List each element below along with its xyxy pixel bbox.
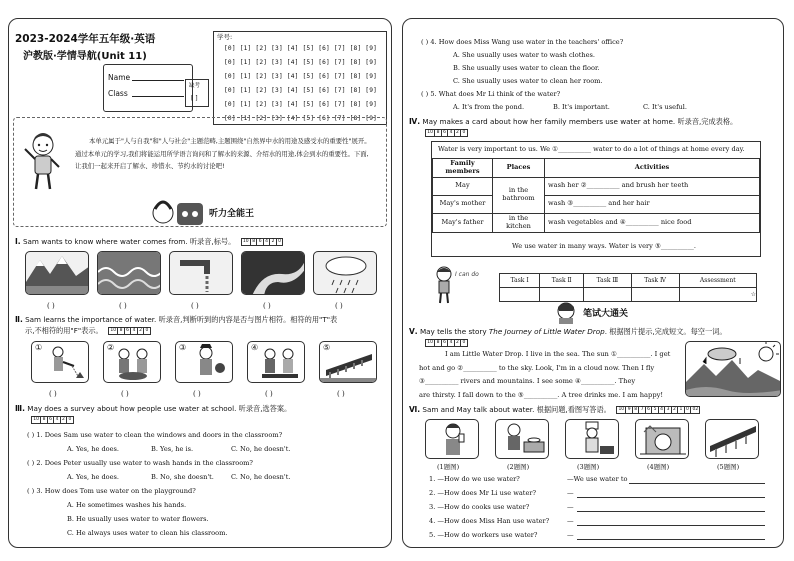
listening-logo-icon	[151, 197, 205, 231]
listening-banner: 听力全能王	[209, 209, 255, 219]
score-boxes	[425, 339, 468, 347]
score-cell[interactable]: 0	[145, 328, 149, 333]
name-field[interactable]	[132, 73, 184, 81]
answer-blank[interactable]: ( )	[421, 38, 429, 46]
answer-prefix: —	[567, 489, 574, 497]
answer-blank[interactable]: ( )	[49, 390, 57, 398]
boy-mascot-icon	[21, 131, 65, 195]
table-cell: May	[433, 177, 493, 195]
score-cell[interactable]: 0	[685, 407, 691, 413]
absent-box	[185, 79, 209, 107]
question-number: 2.	[36, 459, 43, 467]
task-header: Task Ⅰ	[500, 274, 540, 288]
option-c[interactable]: C. No, he doesn't.	[231, 473, 291, 481]
section-instruction: Sam wants to know where water comes from. 听录音,标号。	[22, 237, 236, 246]
picture-label: ②	[107, 343, 115, 352]
table-header: Activities	[545, 159, 760, 178]
passage-line[interactable]: are thirsty. I fall down to the ⑤__________. A tree drinks me. I am happy!	[419, 390, 664, 399]
class-label: Class	[108, 89, 128, 98]
option-b[interactable]: B. She usually uses water to clean the floor.	[453, 64, 600, 72]
score-boxes	[108, 327, 151, 335]
section-2-heading	[15, 315, 337, 325]
table-cell: in the bathroom	[493, 177, 545, 213]
left-page	[8, 18, 392, 548]
section-3-heading	[15, 404, 291, 414]
section-number: Ⅵ.	[409, 405, 421, 414]
option-a[interactable]: A. It's from the pond.	[453, 103, 525, 111]
picture-river	[241, 251, 305, 295]
option-c[interactable]: C. He always uses water to clean his classroom.	[67, 529, 228, 537]
score-cell[interactable]: 0	[462, 130, 466, 135]
question-number: 3.	[36, 487, 43, 495]
question-text: Does Peter usually use water to wash hands in the classroom?	[44, 459, 253, 467]
section-5-heading	[409, 327, 727, 337]
option-a[interactable]: A. Yes, he does.	[67, 445, 120, 453]
question-1	[27, 432, 282, 440]
table-header: Places	[493, 159, 545, 178]
answer-prefix: —	[567, 531, 574, 539]
name-label: Name	[108, 73, 131, 82]
score-cell[interactable]: 8	[633, 407, 639, 413]
score-cell[interactable]: 2	[61, 417, 67, 423]
option-c[interactable]: C. No, he doesn't.	[231, 445, 291, 453]
answer-line[interactable]	[577, 497, 765, 498]
picture-caption: (3题图)	[577, 463, 600, 471]
option-b[interactable]: B. Yes, he is.	[151, 445, 194, 453]
answer-line[interactable]	[629, 483, 765, 484]
section-6-heading	[409, 405, 700, 415]
picture-sea	[97, 251, 161, 295]
option-a[interactable]: A. Yes, he does.	[67, 473, 120, 481]
score-cell[interactable]: 8	[435, 130, 441, 136]
score-cell[interactable]: 10	[617, 407, 626, 413]
question-text: 3. —How do cooks use water?	[429, 503, 530, 511]
answer-blank[interactable]: ( )	[337, 390, 345, 398]
id-row: [0] [1] [2] [3] [4] [5] [6] [7] [8] [9]	[224, 59, 378, 66]
section-instruction: Sam and May talk about water. 根据问题,看图写答语。	[422, 405, 611, 414]
answer-prefix: —We use water to	[567, 475, 628, 483]
card-outro: We use water in many ways. Water is very ⑤__________.	[512, 242, 696, 250]
picture-q3-cook	[565, 419, 619, 459]
id-row: [0] [1] [2] [3] [4] [5] [6] [7] [8] [9]	[224, 45, 378, 52]
score-cell[interactable]: 1	[678, 407, 684, 413]
passage-line[interactable]: I am Little Water Drop. I live in the sea. The sun ①__________. I get	[445, 350, 671, 358]
intro-text: 本单元属于"人与自我"和"人与社会"主题范畴,主题围绕"自然界中水的用途及感受水的重要性"展开。通过本单元的学习,我们将能运用所学语言询问和了解水的来源、介绍水的用途,体会到水的重要性。下面,让我们一起来开启了解水、珍惜水、节约水的讨论吧!	[75, 137, 371, 170]
question-text: What does Mr Li think of the water?	[438, 90, 561, 98]
picture-caption: (2题图)	[507, 463, 530, 471]
score-cell[interactable]: 10	[109, 328, 118, 334]
score-cell[interactable]: 2	[455, 130, 461, 136]
task-cell[interactable]	[584, 288, 631, 302]
section-number: Ⅰ.	[15, 237, 21, 246]
score-cell[interactable]: 0	[462, 340, 466, 345]
task-header: Task Ⅳ	[631, 274, 679, 288]
answer-prefix: —	[567, 517, 574, 525]
student-id-box	[213, 31, 387, 125]
answer-blank[interactable]: ( )	[27, 487, 35, 495]
picture-3-hands	[175, 341, 233, 383]
answer-prefix: —	[567, 503, 574, 511]
section-instruction: May tells the story	[419, 327, 489, 336]
section-1-heading	[15, 237, 283, 247]
question-5	[421, 91, 560, 99]
table-cell: in the kitchen	[493, 213, 545, 232]
question-text: How does Tom use water on the playground?	[44, 487, 196, 495]
answer-blank[interactable]: ( )	[27, 431, 35, 439]
table-cell[interactable]: wash ③__________ and her hair	[545, 195, 760, 213]
score-cell[interactable]: 7	[639, 407, 645, 413]
score-boxes	[616, 406, 700, 414]
picture-label: ①	[35, 343, 43, 352]
name-class-box	[103, 64, 193, 112]
score-cell[interactable]: 4	[131, 328, 137, 334]
water-cycle-picture	[685, 341, 781, 397]
picture-4-cooking	[247, 341, 305, 383]
question-text: 5. —How do workers use water?	[429, 531, 538, 539]
answer-blank[interactable]: ( )	[119, 302, 127, 310]
score-cell[interactable]: 6	[646, 407, 652, 413]
section-instruction: . 根据图片提示,完成短文。每空一词。	[604, 327, 727, 336]
id-row: [0] [1] [2] [3] [4] [5] [6] [7] [8] [9]	[224, 87, 378, 94]
picture-q1-drinking	[425, 419, 479, 459]
answer-blank[interactable]: ( )	[263, 302, 271, 310]
picture-5-dam	[319, 341, 377, 383]
answer-line[interactable]	[577, 511, 765, 512]
answer-blank[interactable]: ( )	[421, 90, 429, 98]
section-4-heading	[409, 117, 737, 127]
question-text: 4. —How does Miss Han use water?	[429, 517, 550, 525]
picture-glacier	[25, 251, 89, 295]
table-header: Family members	[433, 159, 493, 178]
picture-caption: (1题图)	[437, 463, 460, 471]
score-cell[interactable]: 6	[125, 328, 131, 334]
picture-q5-dam	[705, 419, 759, 459]
table-cell: May's mother	[433, 195, 493, 213]
score-cell[interactable]: 5	[652, 407, 658, 413]
section-instruction: May makes a card about how her family members use water at home. 听录音,完成表格。	[422, 117, 738, 126]
score-cell[interactable]: 9	[626, 407, 632, 413]
picture-caption: (5题图)	[717, 463, 740, 471]
answer-blank[interactable]: ( )	[191, 302, 199, 310]
score-boxes	[241, 238, 284, 246]
answer-blank[interactable]: ( )	[27, 459, 35, 467]
question-number: 5.	[430, 90, 437, 98]
table-cell[interactable]: wash vegetables and ④__________ nice food	[545, 213, 760, 232]
class-field[interactable]	[132, 89, 184, 97]
task-header: Task Ⅲ	[584, 274, 631, 288]
option-c[interactable]: C. She usually uses water to clean her room.	[453, 77, 603, 85]
task-header: Assessment	[679, 274, 756, 288]
paper-title: 2023-2024学年五年级·英语	[15, 33, 156, 45]
picture-q4-washing-machine	[635, 419, 689, 459]
score-boxes-wrap	[425, 339, 468, 347]
i-can-do-label: I can do	[455, 271, 479, 278]
section-number: Ⅳ.	[409, 117, 421, 126]
right-page	[402, 18, 784, 548]
score-cell[interactable]: 8	[435, 340, 441, 346]
picture-label: ③	[179, 343, 187, 352]
score-cell[interactable]: 6	[257, 239, 263, 245]
score-boxes-wrap	[425, 129, 468, 137]
score-cell[interactable]: 8	[118, 328, 124, 334]
answer-line[interactable]	[577, 525, 765, 526]
answer-blank[interactable]: ( )	[335, 302, 343, 310]
score-cell[interactable]: 10	[426, 340, 435, 346]
score-cell[interactable]: 2	[138, 328, 144, 334]
option-c[interactable]: C. It's useful.	[643, 103, 687, 111]
question-2	[27, 460, 253, 468]
score-cell[interactable]: 4	[448, 130, 454, 136]
score-cell[interactable]: 10	[32, 417, 41, 423]
story-passage	[419, 348, 683, 402]
score-cell[interactable]: 2	[270, 239, 276, 245]
score-cell[interactable]: 2	[455, 340, 461, 346]
score-cell[interactable]: 6	[442, 130, 448, 136]
score-boxes	[425, 129, 468, 137]
section-number: Ⅴ.	[409, 327, 418, 336]
water-card	[431, 141, 761, 257]
question-text: 2. —How does Mr Li use water?	[429, 489, 537, 497]
score-cell[interactable]: 8	[41, 417, 47, 423]
question-text: How does Miss Wang use water in the teachers' office?	[438, 38, 624, 46]
option-b[interactable]: B. It's important.	[553, 103, 610, 111]
score-cell[interactable]: 0	[278, 239, 281, 244]
answer-blank[interactable]: ( )	[193, 390, 201, 398]
absent-checkbox[interactable]: [ ]	[191, 95, 198, 102]
score-cell[interactable]: 6	[442, 340, 448, 346]
option-b[interactable]: B. He usually uses water to water flowers.	[67, 515, 209, 523]
score-cell[interactable]: 02	[692, 407, 699, 412]
score-boxes	[31, 416, 74, 424]
score-cell[interactable]: 4	[659, 407, 665, 413]
writing-banner: 笔试大通关	[583, 309, 629, 319]
table-cell[interactable]: wash her ②__________ and brush her teeth	[545, 177, 760, 195]
task-cell[interactable]	[540, 288, 584, 302]
option-b[interactable]: B. No, she doesn't.	[151, 473, 214, 481]
picture-tap	[169, 251, 233, 295]
card-table	[432, 158, 760, 233]
answer-line[interactable]	[577, 539, 765, 540]
section-instruction: 示,不相符的用"F"表示。	[25, 326, 103, 335]
section-instruction: Sam learns the importance of water. 听录音,判断听到的内容是否与图片相符。相符的用"T"表	[25, 315, 338, 324]
passage-line[interactable]: hot and go ②__________ to the sky. Look, I'm in a cloud now. Then I fly	[419, 363, 655, 372]
id-row: [0] [1] [2] [3] [4] [5] [6] [7] [8] [9]	[224, 73, 378, 80]
score-cell[interactable]: 10	[242, 239, 251, 245]
picture-rain	[313, 251, 377, 295]
picture-label: ④	[251, 343, 259, 352]
score-cell[interactable]: 4	[54, 417, 60, 423]
option-a[interactable]: A. He sometimes washes his hands.	[67, 501, 187, 509]
table-cell: May's father	[433, 213, 493, 232]
score-cell[interactable]: 4	[264, 239, 270, 245]
answer-blank[interactable]: ( )	[265, 390, 273, 398]
id-row: [0] [1] [2] [3] [4] [5] [6] [7] [8] [9]	[224, 115, 378, 122]
passage-line[interactable]: ③__________ rivers and mountains. I see some ④__________. They	[419, 377, 636, 385]
absent-label: 缺考	[189, 83, 201, 89]
answer-blank[interactable]: ( )	[121, 390, 129, 398]
score-cell[interactable]: 2	[672, 407, 678, 413]
picture-1-watering	[31, 341, 89, 383]
task-cell[interactable]	[500, 288, 540, 302]
id-label: 学号:	[217, 33, 233, 41]
question-3	[27, 488, 196, 496]
section-number: Ⅲ.	[15, 404, 25, 413]
question-number: 4.	[430, 38, 437, 46]
card-intro: Water is very important to us. We ①__________ water to do a lot of things at home every day.	[438, 145, 745, 153]
picture-label: ⑤	[323, 343, 331, 352]
task-header: Task Ⅱ	[540, 274, 584, 288]
score-cell[interactable]: 0	[68, 417, 72, 422]
score-cell[interactable]: 10	[426, 130, 435, 136]
score-cell[interactable]: 8	[251, 239, 257, 245]
section-instruction: May does a survey about how people use water at school. 听录音,选答案。	[27, 404, 292, 413]
question-text: Does Sam use water to clean the windows and doors in the classroom?	[44, 431, 283, 439]
star-icon[interactable]: ☆	[679, 288, 756, 302]
story-title: The Journey of Little Water Drop	[488, 327, 605, 336]
task-cell[interactable]	[631, 288, 679, 302]
picture-q2-dishes	[495, 419, 549, 459]
section-number: Ⅱ.	[15, 315, 23, 324]
section-2-heading-cont	[25, 327, 151, 336]
score-cell[interactable]: 6	[48, 417, 54, 423]
picture-2-washing	[103, 341, 161, 383]
score-cell[interactable]: 3	[665, 407, 671, 413]
score-cell[interactable]: 4	[448, 340, 454, 346]
writing-logo-icon	[553, 301, 579, 325]
paper-subtitle: 沪教版·学情导航(Unit 11)	[23, 51, 147, 62]
assessment-table	[499, 273, 757, 302]
score-boxes-wrap	[31, 416, 74, 424]
question-number: 1.	[36, 431, 43, 439]
picture-caption: (4题图)	[647, 463, 670, 471]
option-a[interactable]: A. She usually uses water to wash clothes.	[453, 51, 596, 59]
answer-blank[interactable]: ( )	[47, 302, 55, 310]
question-text: 1. —How do we use water?	[429, 475, 520, 483]
id-row: [0] [1] [2] [3] [4] [5] [6] [7] [8] [9]	[224, 101, 378, 108]
question-4	[421, 39, 623, 47]
